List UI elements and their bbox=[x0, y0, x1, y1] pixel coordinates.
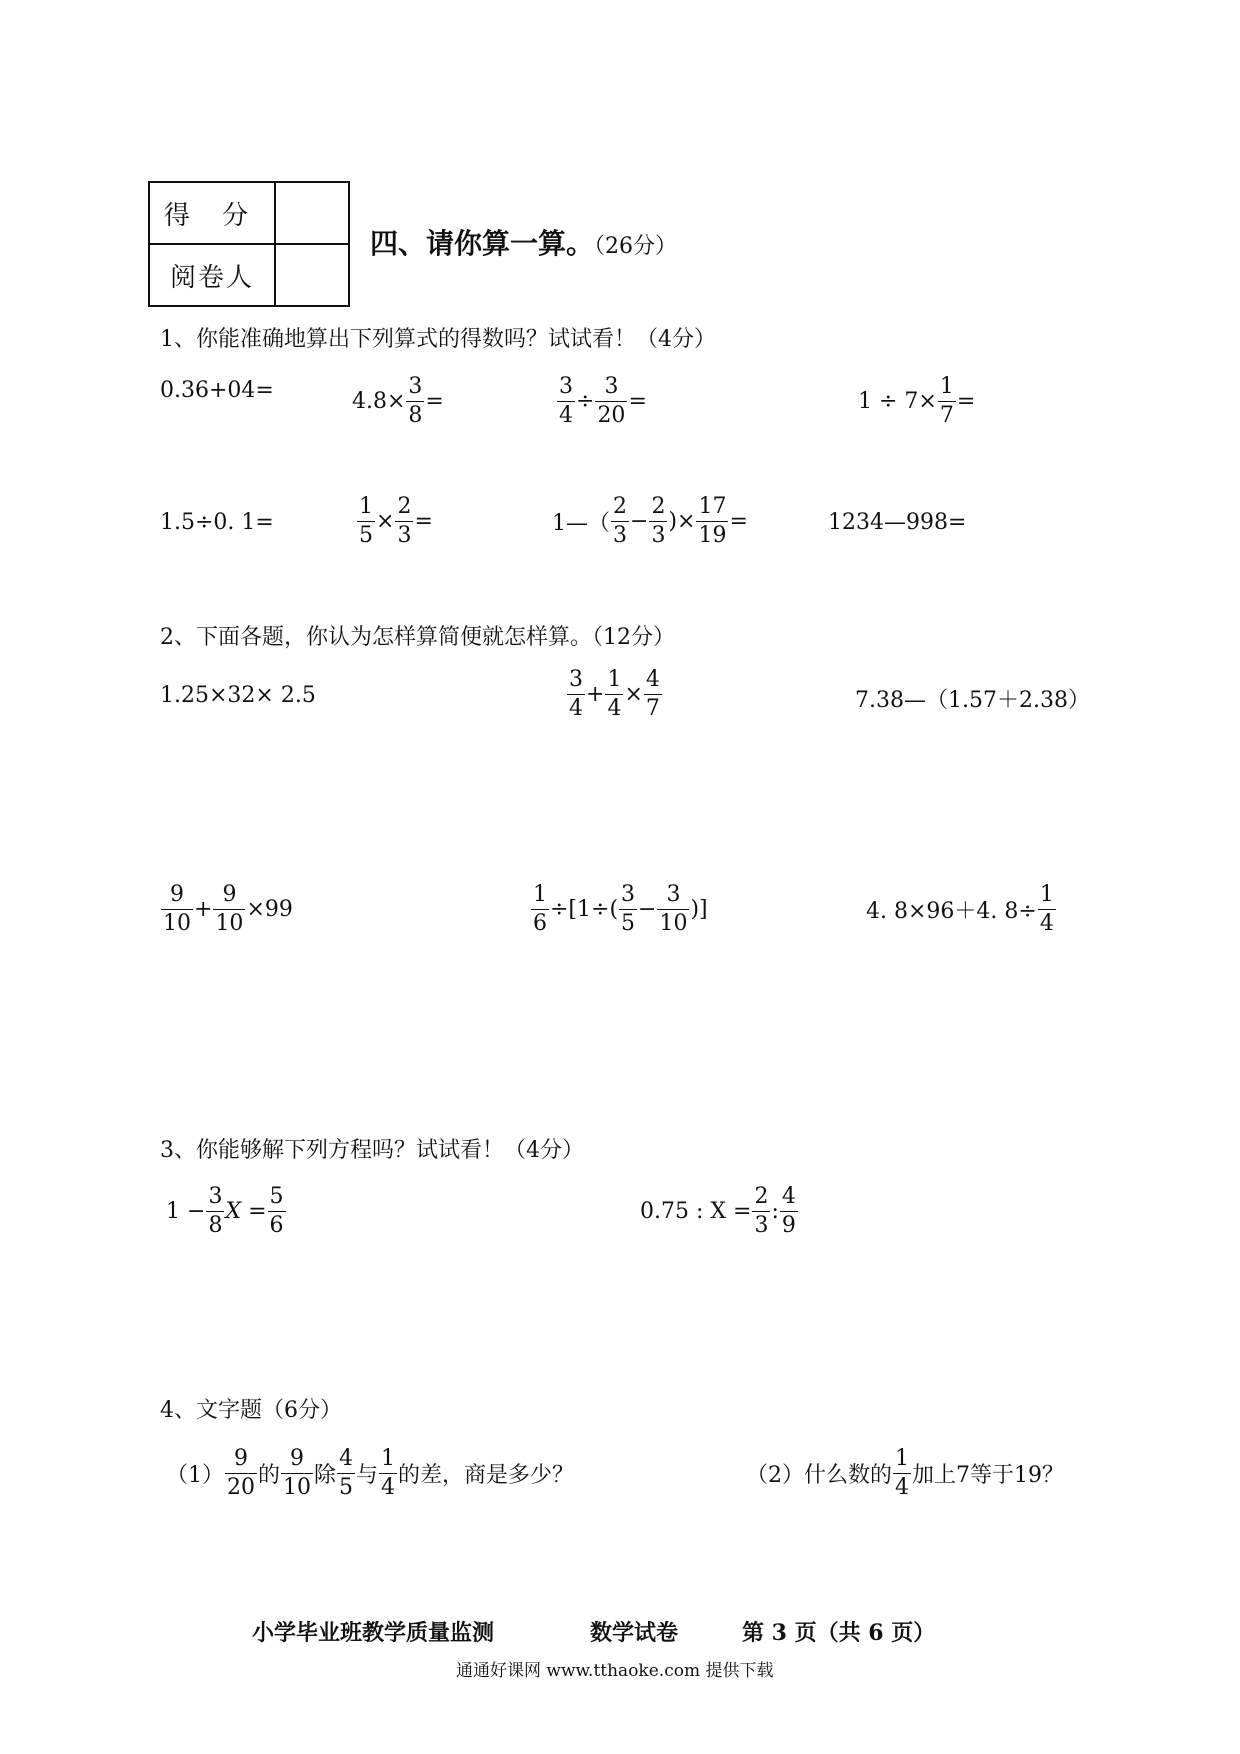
q4-problem-2: （2）什么数的 1 4 加上7等于19？ bbox=[746, 1446, 1064, 1500]
fraction: $\frac{5}{6}$ bbox=[269, 1184, 284, 1238]
grader-label: 阅卷人 bbox=[149, 244, 275, 306]
fraction: 3 5 bbox=[621, 882, 636, 936]
q2-expr-5: $\frac{1}{6}$ ÷[1÷( 3 5 − $\frac{3}{10}$ )] bbox=[533, 882, 708, 936]
fraction: 3 4 bbox=[569, 667, 583, 721]
fraction: $\frac{3}{8}$ bbox=[408, 374, 423, 428]
q2-heading: 2、下面各题，你认为怎样算简便就怎样算。（12分） bbox=[160, 625, 675, 650]
fraction: $\frac{3}{4}$ bbox=[559, 374, 573, 428]
fraction: 4 5 bbox=[339, 1446, 354, 1500]
fraction: $\frac{2}{3}$ bbox=[397, 494, 412, 548]
grader-cell[interactable] bbox=[275, 244, 349, 306]
q1-expr-2: 4.8× $\frac{3}{8}$ = bbox=[352, 374, 444, 428]
q2-expr-2: 3 4 + $\frac{1}{4}$ × $\frac{4}{7}$ bbox=[569, 667, 660, 721]
q1-expr-3: $\frac{3}{4}$ ÷ $\frac{3}{20}$ = bbox=[559, 374, 647, 428]
q1-expr-4: 1 ÷ 7× $\frac{1}{7}$ = bbox=[858, 374, 976, 428]
fraction: $\frac{1}{7}$ bbox=[939, 374, 954, 428]
footer-page-number: 第 3 页（共 6 页） bbox=[742, 1620, 936, 1646]
footer-credit: 通通好课网 www.tthaoke.com 提供下载 bbox=[456, 1661, 774, 1681]
q1-expr-6: $\frac{1}{5}$ × $\frac{2}{3}$ = bbox=[359, 494, 433, 548]
fraction: $\frac{9}{10}$ bbox=[215, 882, 244, 936]
fraction: 4 9 bbox=[781, 1184, 796, 1238]
fraction: 2 3 bbox=[613, 494, 627, 548]
fraction: $\frac{2}{3}$ bbox=[754, 1184, 769, 1238]
fraction: $\frac{3}{10}$ bbox=[659, 882, 688, 936]
fraction: 9 10 bbox=[283, 1446, 312, 1500]
fraction: $\frac{1}{4}$ bbox=[1039, 882, 1054, 936]
fraction: 9 10 bbox=[163, 882, 191, 936]
q1-heading: 1、你能准确地算出下列算式的得数吗？试试看！（4分） bbox=[160, 327, 716, 352]
fraction: 1 4 bbox=[381, 1446, 396, 1500]
fraction: $\frac{4}{7}$ bbox=[645, 667, 660, 721]
fraction: $\frac{2}{3}$ bbox=[651, 494, 666, 548]
q4-problem-1: （1） 9 20 的 9 10 除 4 5 与 1 4 的差，商是多少？ bbox=[166, 1446, 575, 1500]
q2-expr-3: 7.38—（1.57＋2.38） bbox=[855, 688, 1090, 713]
q1-expr-1: 0.36+04= bbox=[160, 378, 274, 403]
fraction: $\frac{3}{8}$ bbox=[208, 1184, 223, 1238]
q1-expr-7: 1—（ 2 3 − $\frac{2}{3}$ )× $\frac{17}{19}$ = bbox=[552, 494, 748, 548]
q3-heading: 3、你能够解下列方程吗？试试看！（4分） bbox=[160, 1138, 584, 1163]
score-table bbox=[148, 181, 350, 307]
q1-expr-8: 1234—998= bbox=[828, 510, 967, 535]
q3-equation-2: 0.75 : X = $\frac{2}{3}$ : 4 9 bbox=[640, 1184, 796, 1238]
fraction: 1 4 bbox=[895, 1446, 909, 1500]
fraction: $\frac{17}{19}$ bbox=[698, 494, 727, 548]
q2-expr-1: 1.25×32× 2.5 bbox=[160, 683, 316, 708]
fraction: $\frac{1}{5}$ bbox=[359, 494, 373, 548]
footer-exam-name: 小学毕业班教学质量监测 bbox=[252, 1620, 495, 1646]
score-cell[interactable] bbox=[275, 182, 349, 244]
q2-expr-4: 9 10 + $\frac{9}{10}$ ×99 bbox=[163, 882, 293, 936]
q3-equation-1: 1 − $\frac{3}{8}$ X = $\frac{5}{6}$ bbox=[166, 1184, 284, 1238]
footer-subject: 数学试卷 bbox=[590, 1620, 679, 1646]
q1-expr-5: 1.5÷0. 1= bbox=[160, 510, 274, 535]
section-title: 四、请你算一算。（26分） bbox=[370, 227, 678, 260]
q4-heading: 4、文字题（6分） bbox=[160, 1398, 342, 1423]
fraction: $\frac{1}{6}$ bbox=[533, 882, 547, 936]
q2-expr-6: 4. 8×96＋4. 8÷ $\frac{1}{4}$ bbox=[866, 882, 1054, 936]
fraction: 9 20 bbox=[227, 1446, 255, 1500]
score-label: 得 分 bbox=[149, 182, 275, 244]
fraction: $\frac{3}{20}$ bbox=[597, 374, 626, 428]
fraction: $\frac{1}{4}$ bbox=[607, 667, 622, 721]
